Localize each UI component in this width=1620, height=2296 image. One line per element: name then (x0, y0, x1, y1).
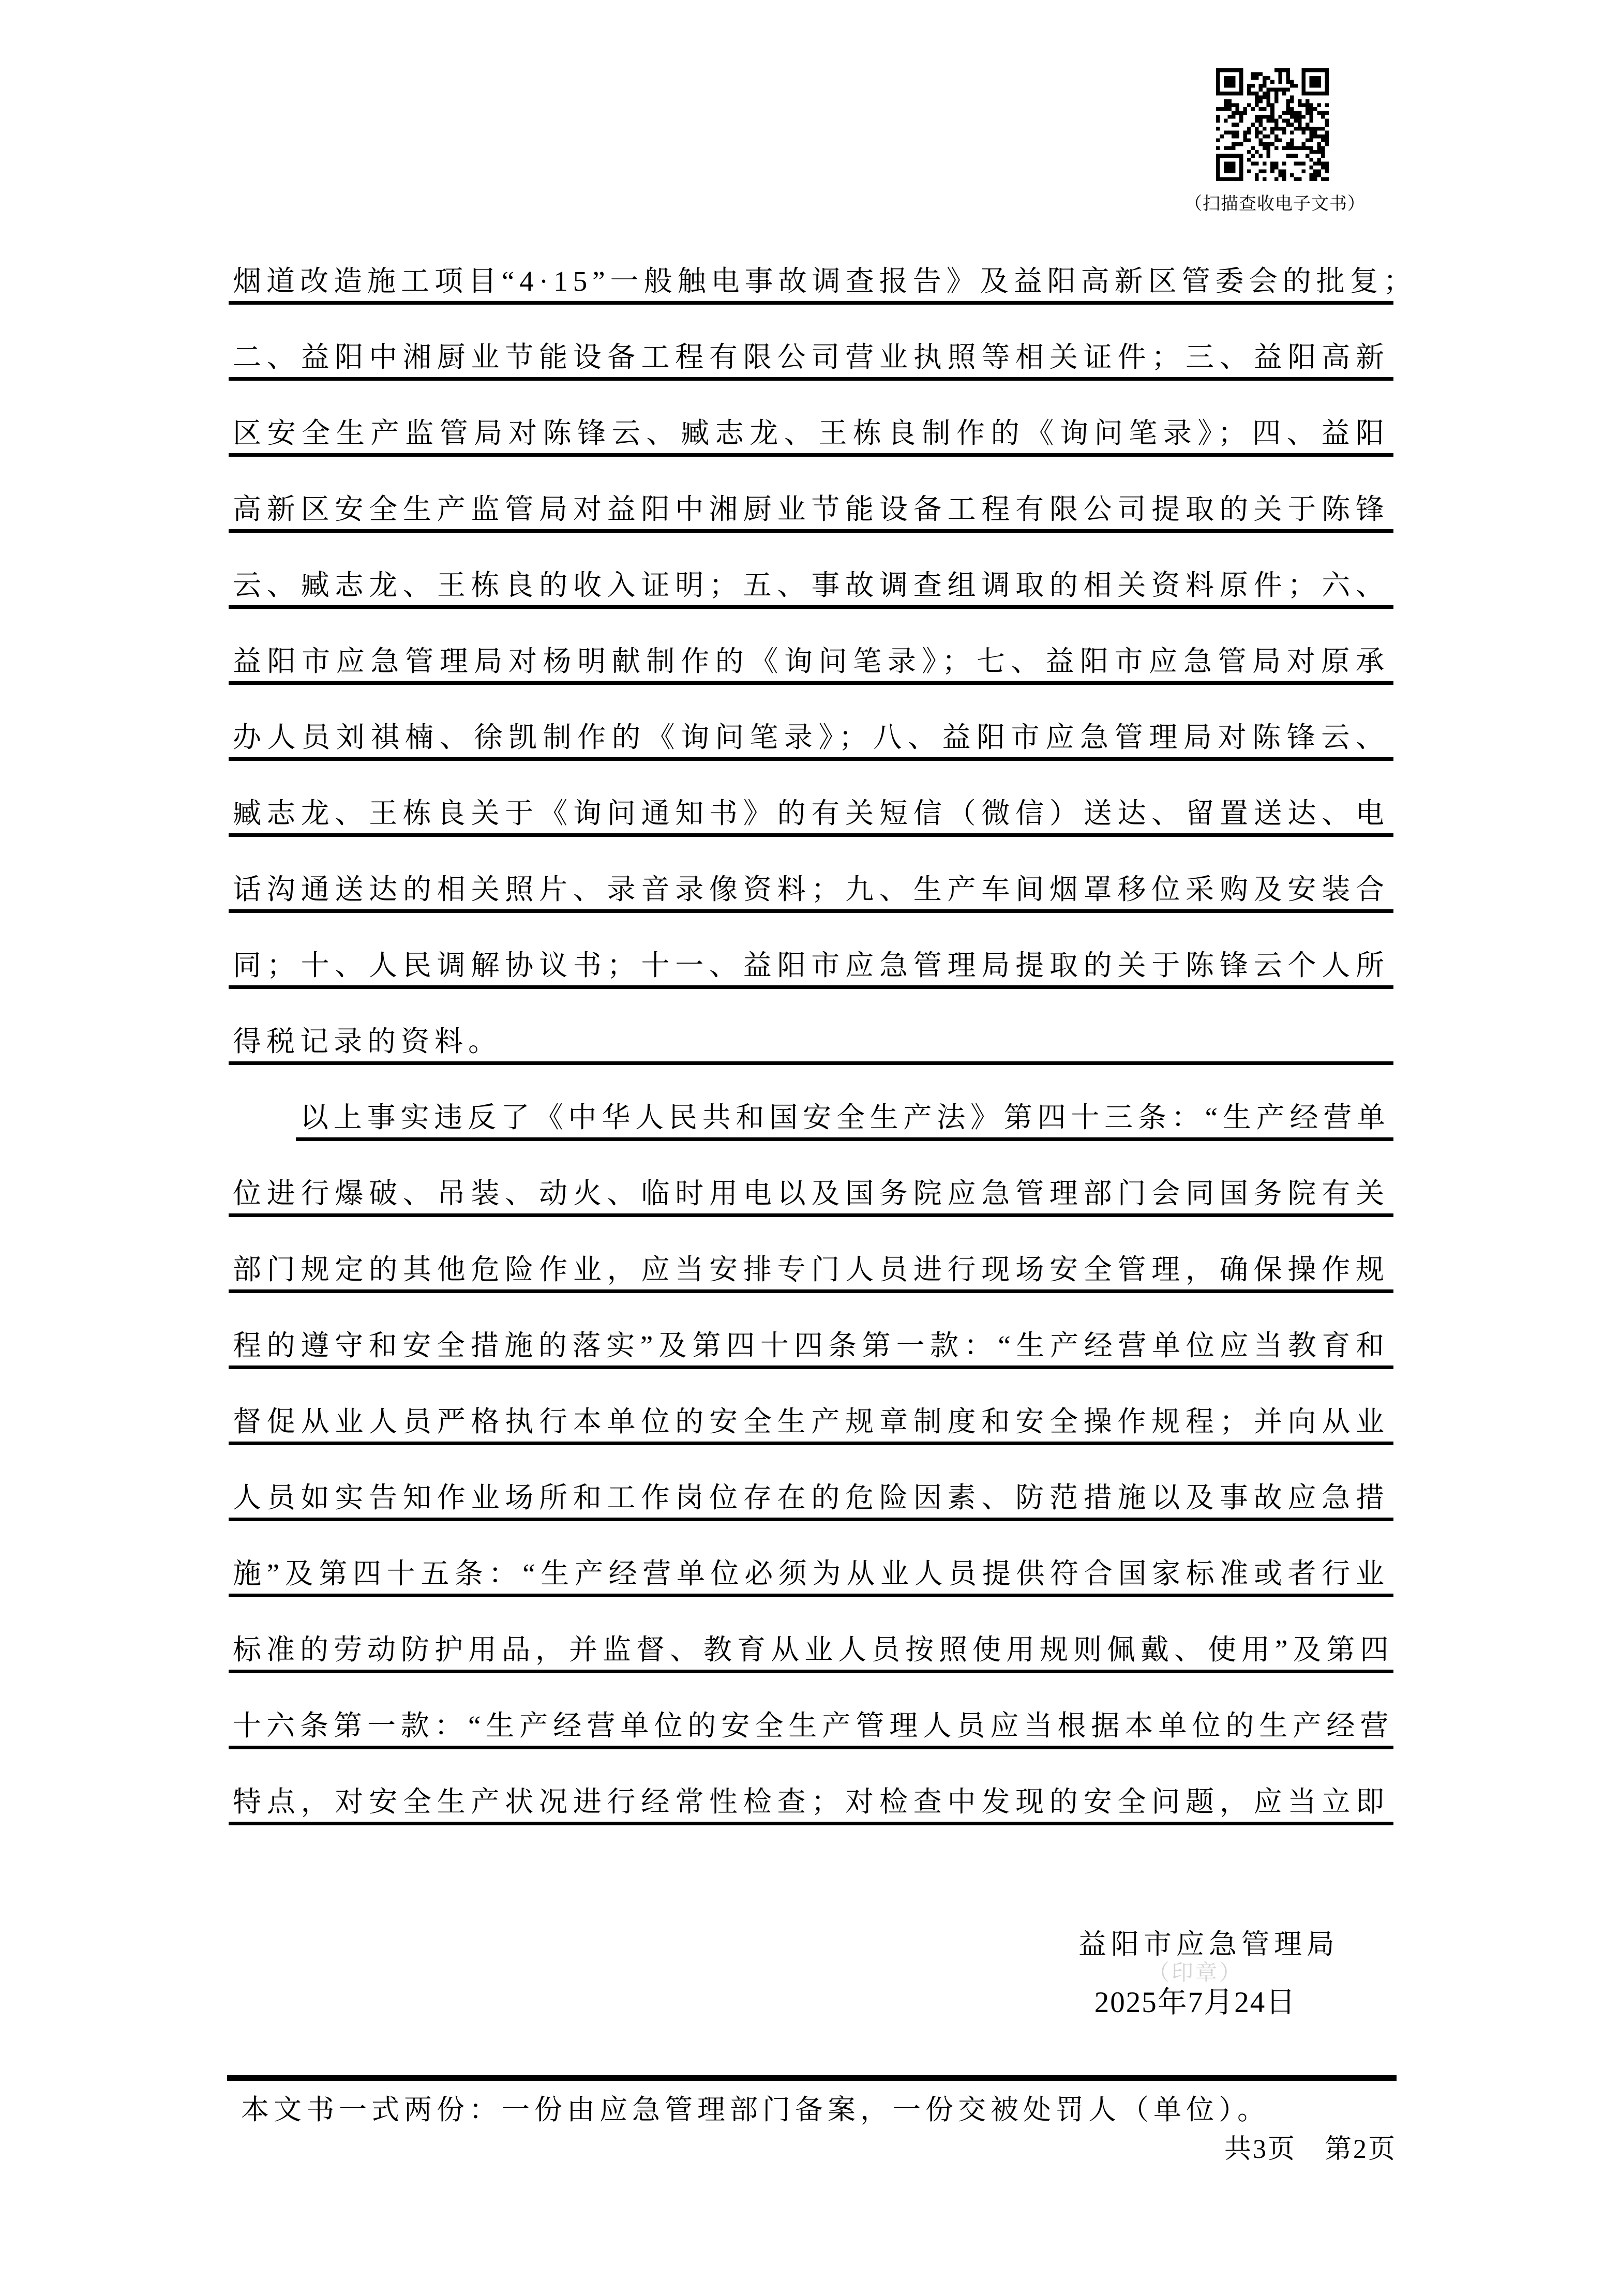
body-line (229, 1065, 1393, 1141)
line-underline (229, 1822, 1393, 1825)
body-line-text: 臧志龙、王栋良关于《询问通知书》的有关短信（微信）送达、留置送达、电 (233, 797, 1389, 829)
body-line-text: 高新区安全生产监管局对益阳中湘厨业节能设备工程有限公司提取的关于陈锋 (233, 493, 1389, 525)
seal-placeholder: （印章） (1147, 1961, 1243, 1985)
body-line-text: 施”及第四十五条：“生产经营单位必须为从业人员提供符合国家标准或者行业 (233, 1557, 1389, 1589)
issuing-agency: 益阳市应急管理局 (1078, 1929, 1339, 1960)
body-line-text: 云、臧志龙、王栋良的收入证明；五、事故调查组调取的相关资料原件；六、 (233, 569, 1389, 601)
line-underline (229, 1746, 1393, 1749)
line-underline (229, 1594, 1393, 1597)
line-underline (229, 1289, 1393, 1293)
line-underline (229, 1365, 1393, 1369)
page-indicator: 共3页 第2页 (1224, 2135, 1397, 2164)
line-underline (229, 605, 1393, 609)
body-line-text: 人员如实告知作业场所和工作岗位存在的危险因素、防范措施以及事故应急措 (233, 1481, 1389, 1513)
body-line (229, 685, 1393, 761)
body-line (229, 1749, 1393, 1825)
body-line (229, 1293, 1393, 1369)
body-line-text: 得税记录的资料。 (233, 1025, 502, 1057)
body-line-text: 办人员刘祺楠、徐凯制作的《询问笔录》；八、益阳市应急管理局对陈锋云、 (233, 721, 1389, 753)
body-line (229, 1445, 1393, 1521)
body-line-text: 部门规定的其他危险作业，应当安排专门人员进行现场安全管理，确保操作规 (233, 1253, 1389, 1285)
line-underline (296, 1137, 1393, 1141)
line-underline (229, 301, 1393, 305)
line-underline (229, 681, 1393, 685)
qr-code (1216, 68, 1329, 181)
line-underline (229, 1061, 1393, 1065)
line-underline (229, 757, 1393, 761)
body-line-text: 区安全生产监管局对陈锋云、臧志龙、王栋良制作的《询问笔录》；四、益阳 (233, 417, 1389, 449)
body-line-text: 话沟通送达的相关照片、录音录像资料；九、生产车间烟罩移位采购及安装合 (233, 873, 1389, 905)
body-line-text: 以上事实违反了《中华人民共和国安全生产法》第四十三条：“生产经营单 (300, 1101, 1389, 1133)
body-line (229, 609, 1393, 685)
line-underline (229, 377, 1393, 381)
line-underline (229, 985, 1393, 989)
line-underline (229, 1213, 1393, 1217)
footer-note: 本文书一式两份：一份由应急管理部门备案，一份交被处罚人（单位）。 (241, 2094, 1270, 2125)
body-line-text: 同；十、人民调解协议书；十一、益阳市应急管理局提取的关于陈锋云个人所 (233, 949, 1389, 981)
body-line (229, 761, 1393, 837)
line-underline (229, 1518, 1393, 1521)
body-line-text: 程的遵守和安全措施的落实”及第四十四条第一款：“生产经营单位应当教育和 (233, 1329, 1389, 1361)
body-line (229, 457, 1393, 533)
body-line (229, 989, 1393, 1065)
body-text (229, 229, 1417, 1825)
issue-date: 2025年7月24日 (1094, 1986, 1297, 2019)
footer-divider (227, 2075, 1397, 2081)
signature-block (1078, 1928, 1339, 2019)
body-line (229, 1369, 1393, 1445)
body-line (229, 305, 1393, 381)
body-line (229, 229, 1417, 305)
body-line-text: 十六条第一款：“生产经营单位的安全生产管理人员应当根据本单位的生产经营 (233, 1709, 1394, 1742)
body-line-text: 烟道改造施工项目“4·15”一般触电事故调查报告》及益阳高新区管委会的批复； (233, 265, 1417, 297)
body-line (229, 1521, 1393, 1597)
body-line-text: 督促从业人员严格执行本单位的安全生产规章制度和安全操作规程；并向从业 (233, 1405, 1389, 1437)
line-underline (229, 529, 1393, 533)
body-line-text: 标准的劳动防护用品，并监督、教育从业人员按照使用规则佩戴、使用”及第四 (233, 1633, 1394, 1665)
line-underline (229, 1670, 1393, 1673)
body-line-text: 二、益阳中湘厨业节能设备工程有限公司营业执照等相关证件；三、益阳高新 (233, 341, 1389, 373)
body-line (229, 1597, 1393, 1673)
body-line (229, 381, 1393, 457)
body-line (229, 913, 1393, 989)
line-underline (229, 453, 1393, 457)
body-line-text: 特点，对安全生产状况进行经常性检查；对检查中发现的安全问题，应当立即 (233, 1785, 1389, 1818)
body-line-text: 益阳市应急管理局对杨明献制作的《询问笔录》；七、益阳市应急管局对原承 (233, 645, 1389, 677)
body-line (229, 837, 1393, 913)
body-line (229, 1217, 1393, 1293)
line-underline (229, 909, 1393, 913)
body-line (229, 533, 1393, 609)
line-underline (229, 833, 1393, 837)
body-line (229, 1141, 1393, 1217)
body-line (229, 1673, 1393, 1749)
qr-caption: （扫描查收电子文书） (1184, 194, 1366, 214)
line-underline (229, 1442, 1393, 1445)
body-line-text: 位进行爆破、吊装、动火、临时用电以及国务院应急管理部门会同国务院有关 (233, 1177, 1389, 1209)
